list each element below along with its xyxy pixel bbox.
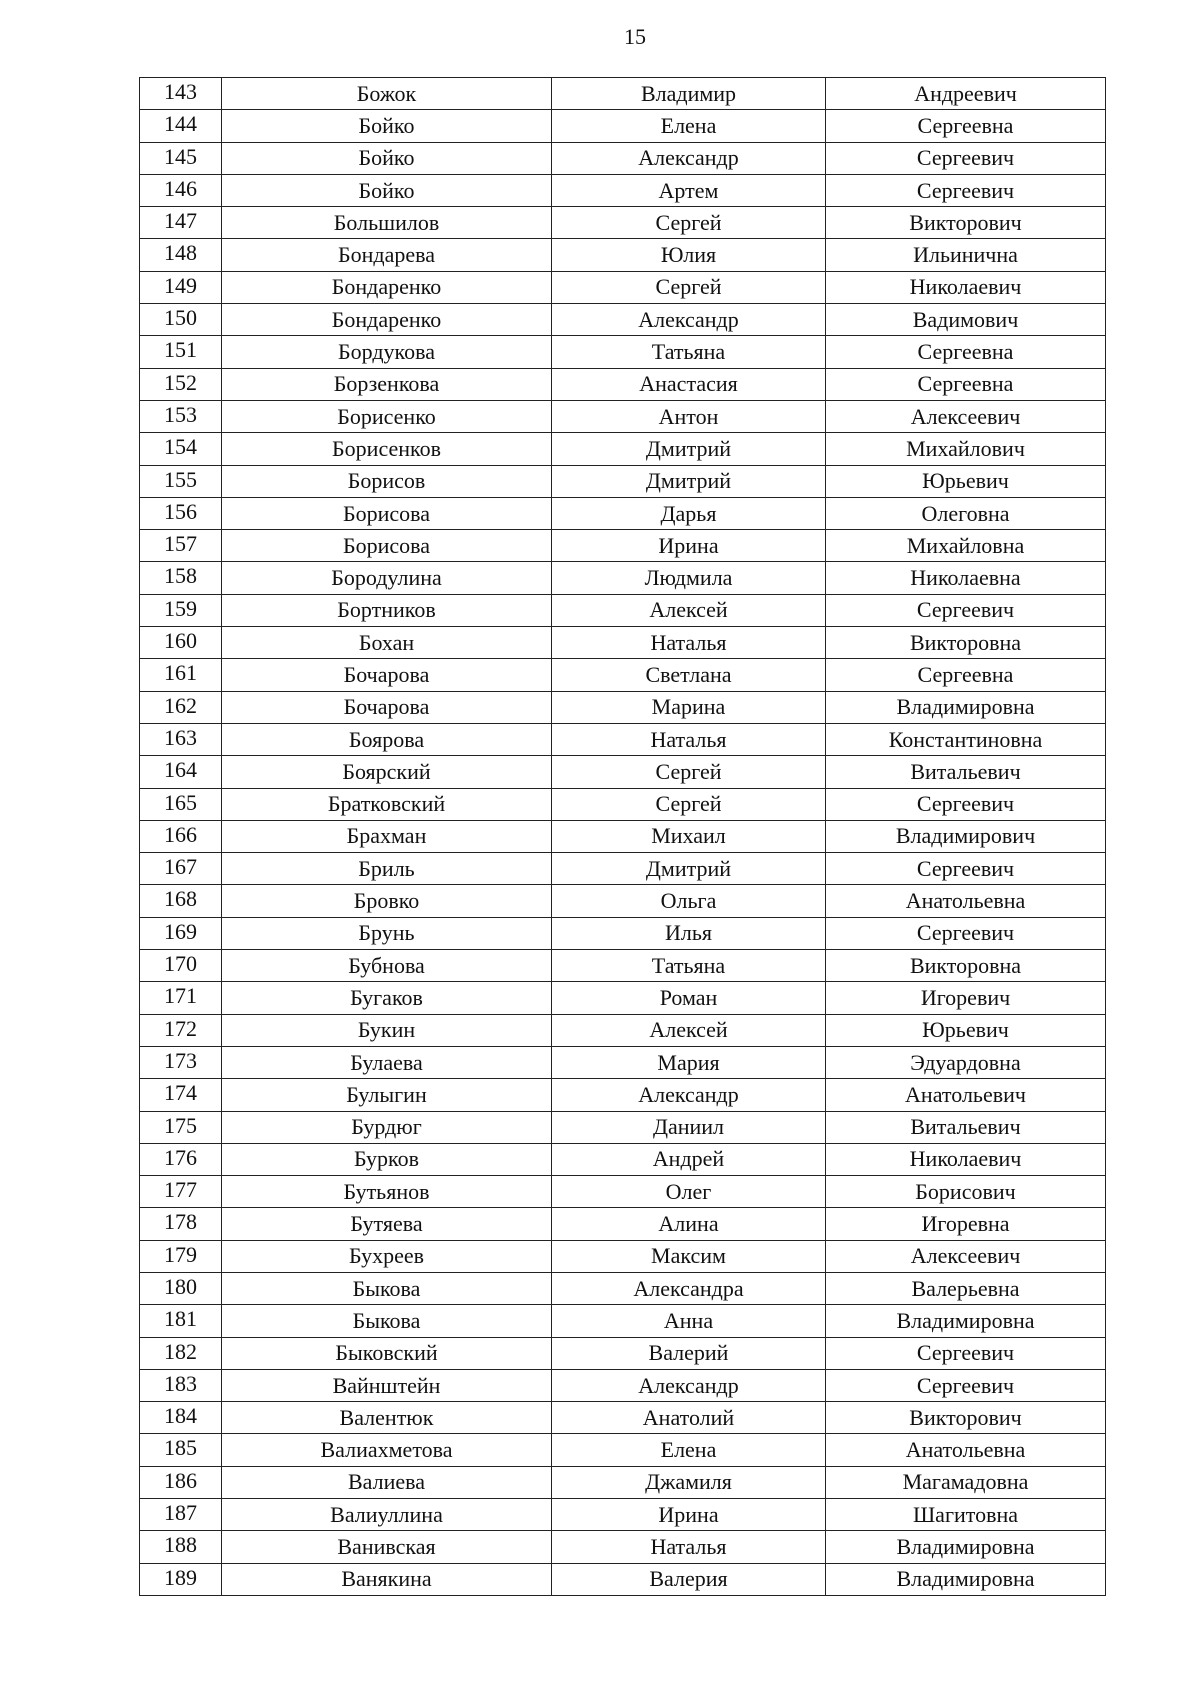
first-name-cell: Ирина <box>552 1499 826 1531</box>
row-number: 164 <box>140 756 222 788</box>
row-number: 169 <box>140 917 222 949</box>
row-number: 150 <box>140 304 222 336</box>
table-row <box>140 78 1106 110</box>
table-row <box>140 1014 1106 1046</box>
table-row <box>140 174 1106 206</box>
table-row <box>140 723 1106 755</box>
last-name-cell: Брунь <box>222 917 552 949</box>
last-name-cell: Бухреев <box>222 1240 552 1272</box>
patronymic-cell: Викторович <box>826 1402 1106 1434</box>
last-name-cell: Бочарова <box>222 659 552 691</box>
first-name-cell: Людмила <box>552 562 826 594</box>
last-name-cell: Букин <box>222 1014 552 1046</box>
patronymic-cell: Владимировна <box>826 1563 1106 1595</box>
patronymic-cell: Константиновна <box>826 723 1106 755</box>
table-row <box>140 1434 1106 1466</box>
patronymic-cell: Анатольевна <box>826 1434 1106 1466</box>
table-row <box>140 1531 1106 1563</box>
first-name-cell: Антон <box>552 400 826 432</box>
table-row <box>140 594 1106 626</box>
row-number: 185 <box>140 1434 222 1466</box>
first-name-cell: Елена <box>552 110 826 142</box>
first-name-cell: Алексей <box>552 594 826 626</box>
row-number: 167 <box>140 853 222 885</box>
table-row <box>140 820 1106 852</box>
first-name-cell: Светлана <box>552 659 826 691</box>
last-name-cell: Бутяева <box>222 1208 552 1240</box>
patronymic-cell: Ильинична <box>826 239 1106 271</box>
table-row <box>140 950 1106 982</box>
table-row <box>140 627 1106 659</box>
last-name-cell: Божок <box>222 78 552 110</box>
patronymic-cell: Сергеевна <box>826 336 1106 368</box>
table-row <box>140 304 1106 336</box>
patronymic-cell: Сергеевна <box>826 110 1106 142</box>
patronymic-cell: Алексеевич <box>826 400 1106 432</box>
last-name-cell: Борисов <box>222 465 552 497</box>
table-row <box>140 433 1106 465</box>
patronymic-cell: Магамадовна <box>826 1466 1106 1498</box>
patronymic-cell: Алексеевич <box>826 1240 1106 1272</box>
patronymic-cell: Олеговна <box>826 497 1106 529</box>
roster-table <box>139 77 1106 1596</box>
last-name-cell: Боярский <box>222 756 552 788</box>
last-name-cell: Быкова <box>222 1305 552 1337</box>
first-name-cell: Сергей <box>552 207 826 239</box>
last-name-cell: Булаева <box>222 1046 552 1078</box>
last-name-cell: Братковский <box>222 788 552 820</box>
table-row <box>140 1143 1106 1175</box>
last-name-cell: Бровко <box>222 885 552 917</box>
row-number: 163 <box>140 723 222 755</box>
last-name-cell: Бойко <box>222 110 552 142</box>
patronymic-cell: Шагитовна <box>826 1499 1106 1531</box>
last-name-cell: Борзенкова <box>222 368 552 400</box>
table-row <box>140 788 1106 820</box>
row-number: 182 <box>140 1337 222 1369</box>
last-name-cell: Ванякина <box>222 1563 552 1595</box>
row-number: 155 <box>140 465 222 497</box>
patronymic-cell: Борисович <box>826 1176 1106 1208</box>
table-row <box>140 336 1106 368</box>
table-row <box>140 1337 1106 1369</box>
row-number: 174 <box>140 1079 222 1111</box>
last-name-cell: Бойко <box>222 142 552 174</box>
last-name-cell: Борисова <box>222 530 552 562</box>
row-number: 148 <box>140 239 222 271</box>
last-name-cell: Валиуллина <box>222 1499 552 1531</box>
row-number: 146 <box>140 174 222 206</box>
first-name-cell: Александр <box>552 142 826 174</box>
table-row <box>140 1305 1106 1337</box>
patronymic-cell: Николаевич <box>826 1143 1106 1175</box>
row-number: 168 <box>140 885 222 917</box>
patronymic-cell: Владимировна <box>826 1531 1106 1563</box>
row-number: 177 <box>140 1176 222 1208</box>
first-name-cell: Валерия <box>552 1563 826 1595</box>
row-number: 188 <box>140 1531 222 1563</box>
first-name-cell: Дмитрий <box>552 853 826 885</box>
last-name-cell: Бубнова <box>222 950 552 982</box>
roster-body <box>140 78 1106 1596</box>
patronymic-cell: Анатольевна <box>826 885 1106 917</box>
row-number: 160 <box>140 627 222 659</box>
last-name-cell: Бортников <box>222 594 552 626</box>
first-name-cell: Джамиля <box>552 1466 826 1498</box>
row-number: 161 <box>140 659 222 691</box>
row-number: 149 <box>140 271 222 303</box>
table-row <box>140 207 1106 239</box>
row-number: 156 <box>140 497 222 529</box>
last-name-cell: Бохан <box>222 627 552 659</box>
row-number: 144 <box>140 110 222 142</box>
table-row <box>140 239 1106 271</box>
table-row <box>140 1402 1106 1434</box>
patronymic-cell: Сергеевна <box>826 659 1106 691</box>
patronymic-cell: Владимировна <box>826 691 1106 723</box>
row-number: 166 <box>140 820 222 852</box>
patronymic-cell: Сергеевич <box>826 917 1106 949</box>
first-name-cell: Артем <box>552 174 826 206</box>
first-name-cell: Илья <box>552 917 826 949</box>
patronymic-cell: Сергеевич <box>826 788 1106 820</box>
patronymic-cell: Сергеевич <box>826 142 1106 174</box>
first-name-cell: Роман <box>552 982 826 1014</box>
last-name-cell: Бордукова <box>222 336 552 368</box>
first-name-cell: Александр <box>552 1369 826 1401</box>
row-number: 145 <box>140 142 222 174</box>
first-name-cell: Ольга <box>552 885 826 917</box>
first-name-cell: Марина <box>552 691 826 723</box>
last-name-cell: Бочарова <box>222 691 552 723</box>
patronymic-cell: Игоревич <box>826 982 1106 1014</box>
patronymic-cell: Николаевна <box>826 562 1106 594</box>
patronymic-cell: Сергеевич <box>826 174 1106 206</box>
patronymic-cell: Андреевич <box>826 78 1106 110</box>
first-name-cell: Елена <box>552 1434 826 1466</box>
first-name-cell: Анатолий <box>552 1402 826 1434</box>
row-number: 170 <box>140 950 222 982</box>
table-row <box>140 1369 1106 1401</box>
first-name-cell: Максим <box>552 1240 826 1272</box>
first-name-cell: Владимир <box>552 78 826 110</box>
first-name-cell: Александр <box>552 1079 826 1111</box>
table-row <box>140 1176 1106 1208</box>
table-row <box>140 530 1106 562</box>
first-name-cell: Михаил <box>552 820 826 852</box>
row-number: 158 <box>140 562 222 594</box>
patronymic-cell: Юрьевич <box>826 465 1106 497</box>
row-number: 180 <box>140 1272 222 1304</box>
first-name-cell: Сергей <box>552 271 826 303</box>
first-name-cell: Александра <box>552 1272 826 1304</box>
last-name-cell: Бугаков <box>222 982 552 1014</box>
patronymic-cell: Витальевич <box>826 1111 1106 1143</box>
table-row <box>140 465 1106 497</box>
table-row <box>140 885 1106 917</box>
patronymic-cell: Михайлович <box>826 433 1106 465</box>
row-number: 176 <box>140 1143 222 1175</box>
table-row <box>140 659 1106 691</box>
last-name-cell: Валиева <box>222 1466 552 1498</box>
last-name-cell: Бойко <box>222 174 552 206</box>
first-name-cell: Анастасия <box>552 368 826 400</box>
first-name-cell: Александр <box>552 304 826 336</box>
last-name-cell: Булыгин <box>222 1079 552 1111</box>
row-number: 147 <box>140 207 222 239</box>
patronymic-cell: Михайловна <box>826 530 1106 562</box>
table-row <box>140 1208 1106 1240</box>
table-row <box>140 562 1106 594</box>
patronymic-cell: Николаевич <box>826 271 1106 303</box>
patronymic-cell: Викторовна <box>826 950 1106 982</box>
first-name-cell: Татьяна <box>552 950 826 982</box>
last-name-cell: Брахман <box>222 820 552 852</box>
table-row <box>140 1111 1106 1143</box>
first-name-cell: Даниил <box>552 1111 826 1143</box>
row-number: 173 <box>140 1046 222 1078</box>
first-name-cell: Дарья <box>552 497 826 529</box>
row-number: 179 <box>140 1240 222 1272</box>
table-row <box>140 142 1106 174</box>
last-name-cell: Валиахметова <box>222 1434 552 1466</box>
patronymic-cell: Валерьевна <box>826 1272 1106 1304</box>
row-number: 187 <box>140 1499 222 1531</box>
row-number: 171 <box>140 982 222 1014</box>
table-row <box>140 1563 1106 1595</box>
row-number: 143 <box>140 78 222 110</box>
first-name-cell: Олег <box>552 1176 826 1208</box>
patronymic-cell: Сергеевич <box>826 1369 1106 1401</box>
first-name-cell: Анна <box>552 1305 826 1337</box>
table-row <box>140 400 1106 432</box>
last-name-cell: Борисенков <box>222 433 552 465</box>
row-number: 189 <box>140 1563 222 1595</box>
row-number: 157 <box>140 530 222 562</box>
patronymic-cell: Игоревна <box>826 1208 1106 1240</box>
first-name-cell: Дмитрий <box>552 465 826 497</box>
last-name-cell: Вайнштейн <box>222 1369 552 1401</box>
patronymic-cell: Владимировна <box>826 1305 1106 1337</box>
table-row <box>140 1466 1106 1498</box>
last-name-cell: Ванивская <box>222 1531 552 1563</box>
last-name-cell: Бриль <box>222 853 552 885</box>
row-number: 165 <box>140 788 222 820</box>
page-number: 15 <box>624 24 646 49</box>
first-name-cell: Сергей <box>552 788 826 820</box>
patronymic-cell: Витальевич <box>826 756 1106 788</box>
first-name-cell: Наталья <box>552 627 826 659</box>
last-name-cell: Бондаренко <box>222 304 552 336</box>
first-name-cell: Татьяна <box>552 336 826 368</box>
patronymic-cell: Анатольевич <box>826 1079 1106 1111</box>
patronymic-cell: Сергеевич <box>826 853 1106 885</box>
row-number: 154 <box>140 433 222 465</box>
row-number: 184 <box>140 1402 222 1434</box>
last-name-cell: Бондаренко <box>222 271 552 303</box>
row-number: 181 <box>140 1305 222 1337</box>
last-name-cell: Быковский <box>222 1337 552 1369</box>
first-name-cell: Андрей <box>552 1143 826 1175</box>
patronymic-cell: Сергеевич <box>826 1337 1106 1369</box>
last-name-cell: Борисова <box>222 497 552 529</box>
table-row <box>140 1046 1106 1078</box>
first-name-cell: Юлия <box>552 239 826 271</box>
last-name-cell: Борисенко <box>222 400 552 432</box>
table-row <box>140 691 1106 723</box>
patronymic-cell: Вадимович <box>826 304 1106 336</box>
patronymic-cell: Юрьевич <box>826 1014 1106 1046</box>
row-number: 151 <box>140 336 222 368</box>
first-name-cell: Мария <box>552 1046 826 1078</box>
last-name-cell: Бурдюг <box>222 1111 552 1143</box>
table-row <box>140 917 1106 949</box>
first-name-cell: Наталья <box>552 1531 826 1563</box>
table-row <box>140 271 1106 303</box>
table-row <box>140 110 1106 142</box>
first-name-cell: Алина <box>552 1208 826 1240</box>
table-row <box>140 1272 1106 1304</box>
first-name-cell: Сергей <box>552 756 826 788</box>
row-number: 162 <box>140 691 222 723</box>
table-row <box>140 982 1106 1014</box>
first-name-cell: Валерий <box>552 1337 826 1369</box>
row-number: 172 <box>140 1014 222 1046</box>
patronymic-cell: Владимирович <box>826 820 1106 852</box>
first-name-cell: Наталья <box>552 723 826 755</box>
patronymic-cell: Викторовна <box>826 627 1106 659</box>
first-name-cell: Алексей <box>552 1014 826 1046</box>
first-name-cell: Ирина <box>552 530 826 562</box>
last-name-cell: Бондарева <box>222 239 552 271</box>
patronymic-cell: Сергеевич <box>826 594 1106 626</box>
table-row <box>140 497 1106 529</box>
table-row <box>140 756 1106 788</box>
row-number: 178 <box>140 1208 222 1240</box>
last-name-cell: Большилов <box>222 207 552 239</box>
row-number: 152 <box>140 368 222 400</box>
patronymic-cell: Сергеевна <box>826 368 1106 400</box>
table-row <box>140 853 1106 885</box>
table-row <box>140 1499 1106 1531</box>
row-number: 183 <box>140 1369 222 1401</box>
row-number: 159 <box>140 594 222 626</box>
patronymic-cell: Викторович <box>826 207 1106 239</box>
last-name-cell: Валентюк <box>222 1402 552 1434</box>
table-row <box>140 1240 1106 1272</box>
last-name-cell: Быкова <box>222 1272 552 1304</box>
table-row <box>140 368 1106 400</box>
table-row <box>140 1079 1106 1111</box>
last-name-cell: Боярова <box>222 723 552 755</box>
patronymic-cell: Эдуардовна <box>826 1046 1106 1078</box>
last-name-cell: Бурков <box>222 1143 552 1175</box>
row-number: 153 <box>140 400 222 432</box>
last-name-cell: Бородулина <box>222 562 552 594</box>
first-name-cell: Дмитрий <box>552 433 826 465</box>
row-number: 175 <box>140 1111 222 1143</box>
row-number: 186 <box>140 1466 222 1498</box>
last-name-cell: Бутьянов <box>222 1176 552 1208</box>
